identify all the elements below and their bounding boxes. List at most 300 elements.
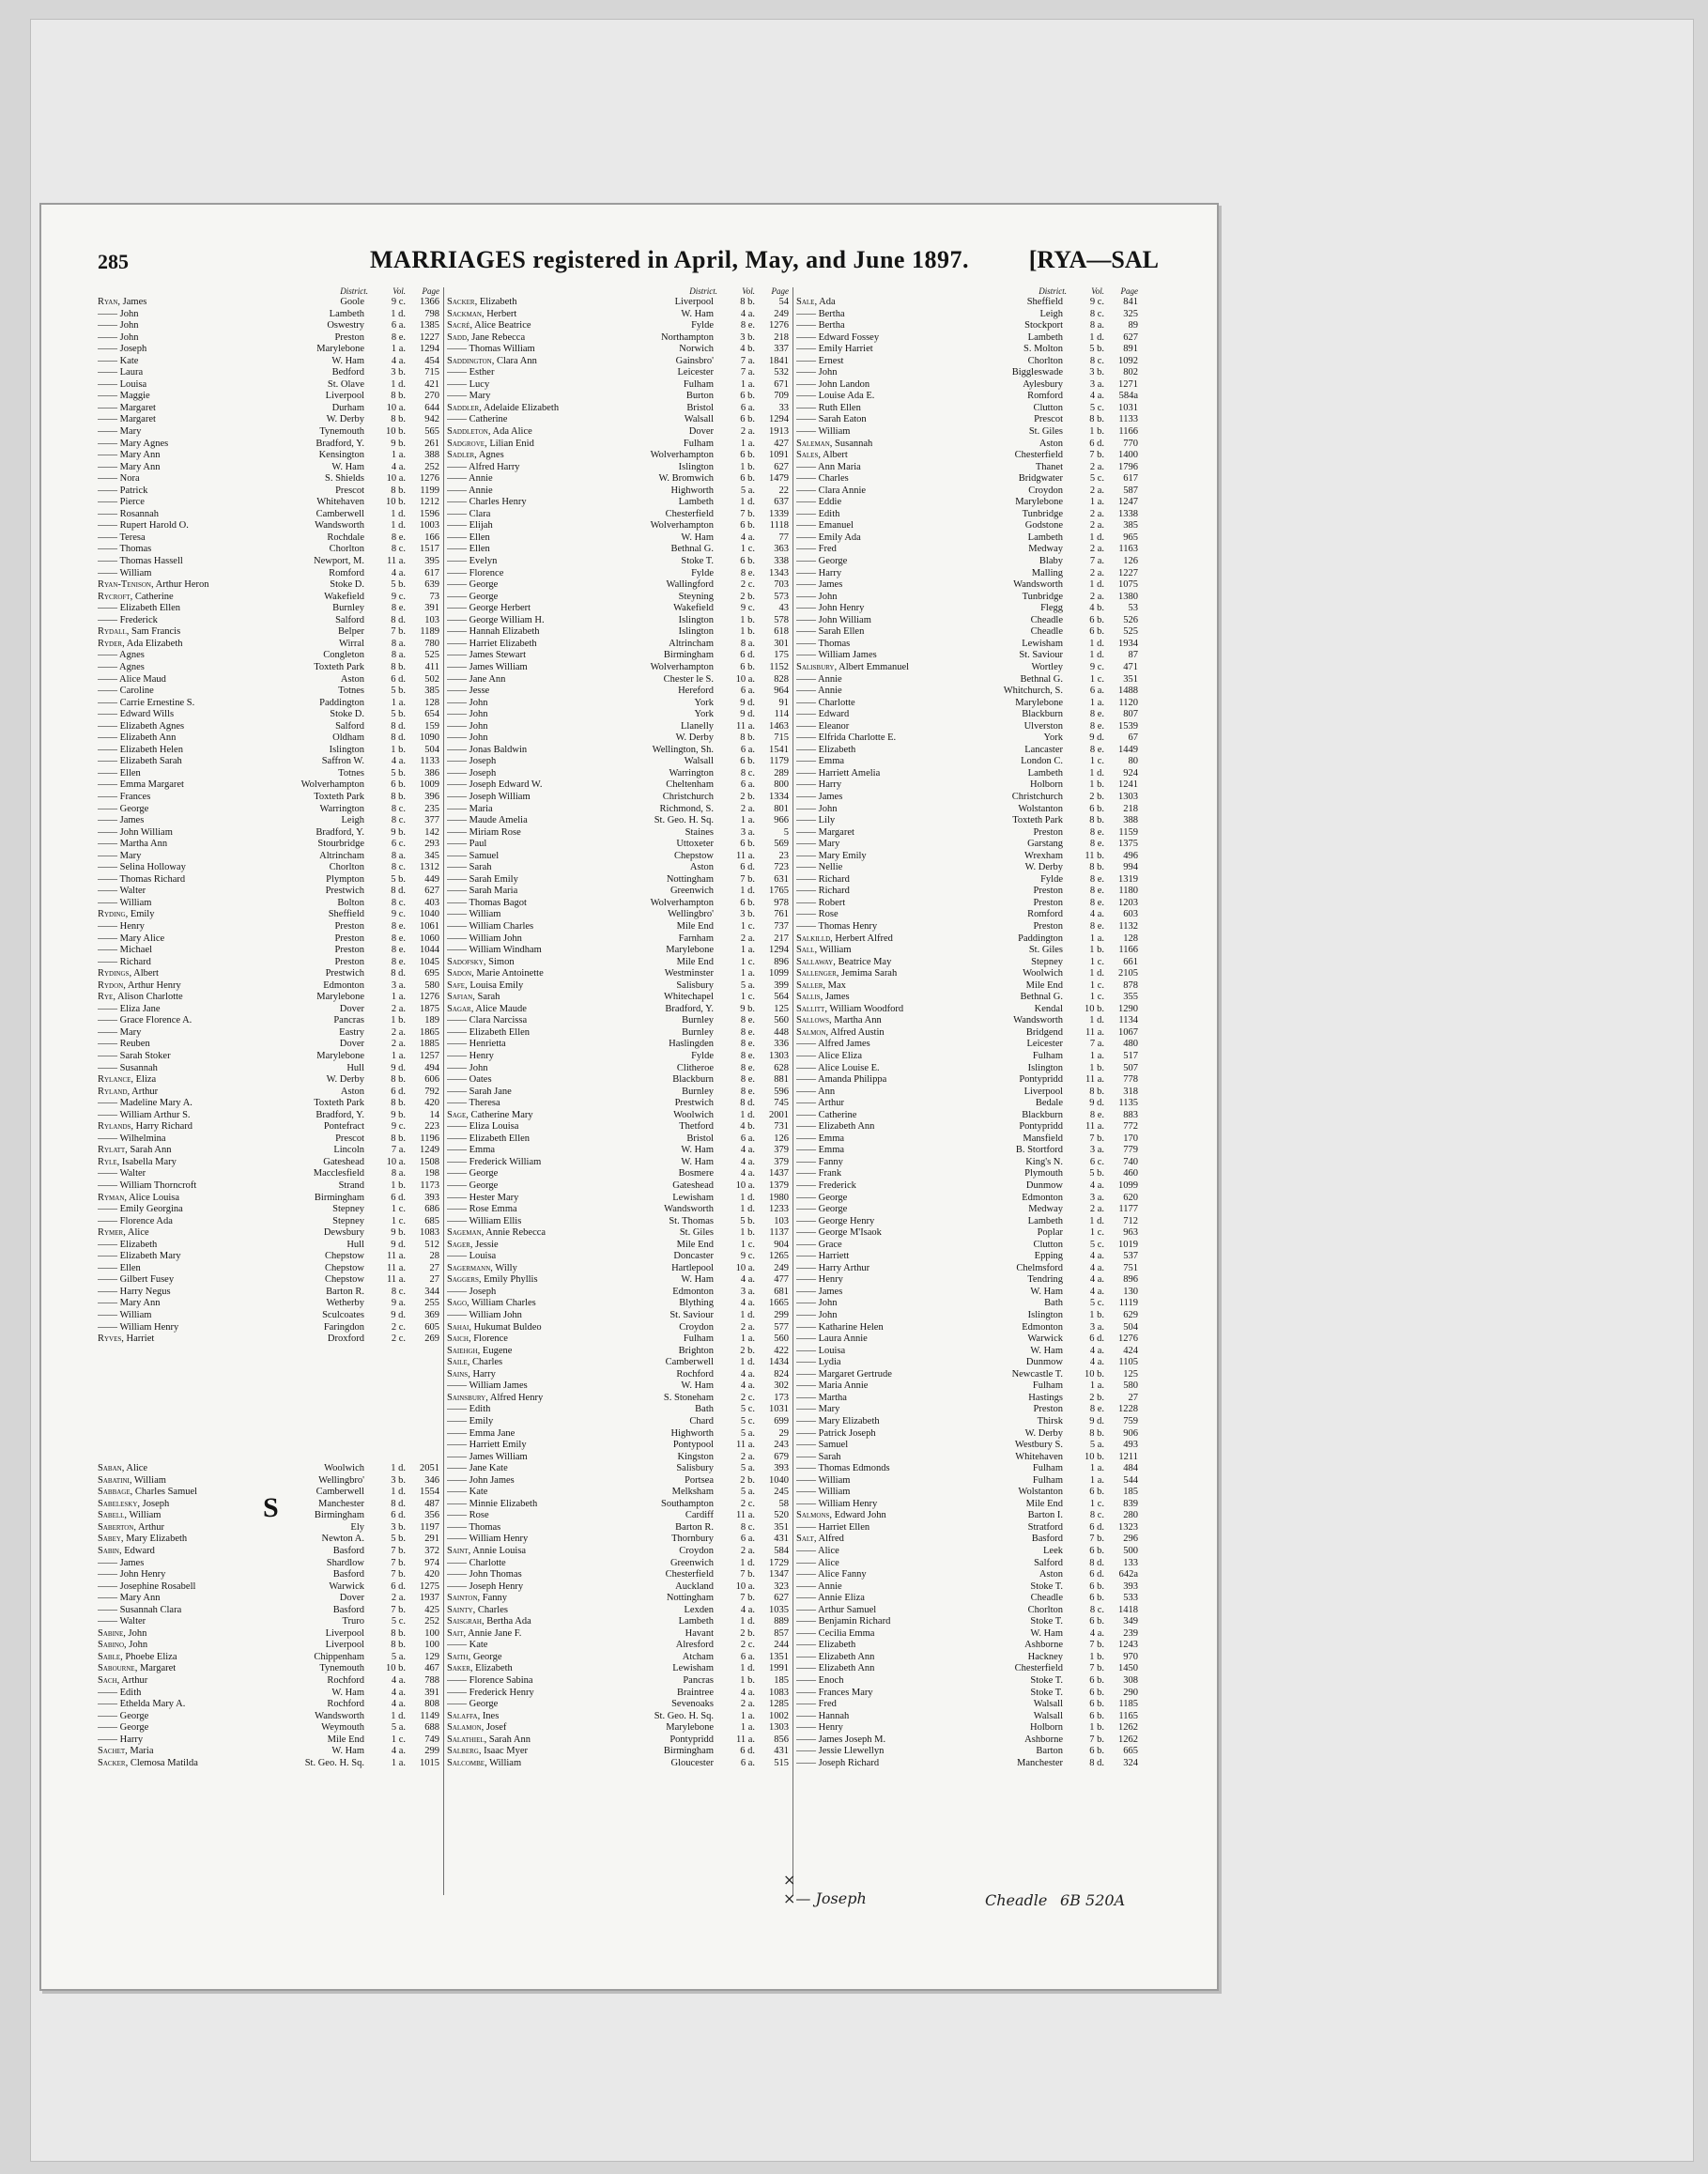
entry-district: Biggleswade [1011,367,1063,378]
entry-district: Dewsbury [323,1227,364,1239]
entry-district: Tunbridge [1022,508,1063,519]
entry-district: Basford [332,1569,364,1580]
entry-name [796,698,962,710]
index-entry [98,414,439,426]
entry-surname: Sallitt [796,1003,825,1014]
entry-name [796,1063,962,1075]
entry-district: York [1043,732,1063,744]
index-entry [98,1157,439,1169]
handwritten-name: ×— Joseph [783,1889,867,1907]
entry-page: 421 [424,378,439,390]
entry-district: Marylebone [666,1722,714,1734]
entry-name [447,768,612,780]
entry-volume: 3 b. [740,909,755,920]
entry-name [796,1157,962,1169]
entry-name [796,450,962,462]
entry-volume: 9 c. [391,591,406,602]
entry-volume: 1 d. [740,886,755,897]
entry-name [98,745,263,757]
entry-forenames: Catherine [818,1109,857,1120]
entry-page: 1338 [1118,508,1138,519]
entry-forenames: John Thomas [469,1569,522,1580]
entry-name [447,898,612,910]
entry-page: 1060 [420,933,439,944]
entry-district: Chorlton [329,544,364,555]
entry-volume: 8 e. [1089,1404,1104,1415]
entry-name [447,1735,612,1747]
entry-forenames: Nellie [818,862,843,873]
handwritten-ref: 6B 520A [1060,1891,1126,1909]
entry-page: 239 [1123,1627,1138,1639]
index-entry [447,1534,789,1546]
entry-forenames: George [119,803,149,814]
entry-page: 344 [424,1286,439,1297]
entry-name [98,1039,263,1051]
index-entry [447,1027,789,1040]
entry-volume: 8 b. [1089,1427,1104,1439]
index-entry [796,1616,1138,1628]
entry-district: Westbury S. [1014,1440,1063,1451]
entry-volume: 9 c. [740,603,755,614]
entry-forenames: George [119,1710,149,1721]
entry-page: 1035 [769,1604,789,1615]
handwritten-district: Cheadle [985,1891,1048,1909]
index-entry [98,450,439,462]
entry-name [796,520,962,532]
entry-forenames: William [119,567,152,578]
entry-page: 87 [1128,650,1138,661]
entry-page: 403 [424,897,439,908]
entry-district: St. Giles [1028,945,1063,956]
entry-district: Pontypridd [1019,1121,1063,1133]
entry-page: 620 [1123,1192,1138,1203]
entry-district: Sevenoaks [671,1699,714,1710]
index-entry [796,344,1138,356]
index-entry [796,1240,1138,1252]
entry-district: Poplar [1037,1227,1063,1239]
entry-surname: Saile [447,1357,468,1368]
entry-volume: 3 b. [391,367,406,378]
index-entry [796,768,1138,780]
entry-district: Wolverhampton [650,661,714,672]
entry-page: 185 [774,1674,789,1686]
entry-name [98,815,263,827]
index-entry [98,1087,439,1099]
entry-forenames: Samuel [469,850,500,861]
index-entry [98,662,439,674]
entry-name [447,862,612,874]
entry-district: Marylebone [316,344,364,355]
entry-forenames: Mary Emily [818,850,867,861]
index-entry [796,414,1138,426]
index-entry [447,497,789,509]
entry-forenames: Hannah [818,1710,850,1721]
entry-district: Lambeth [1027,532,1063,543]
entry-name [447,1746,612,1758]
entry-page: 2051 [420,1463,439,1474]
entry-name [447,1204,612,1216]
entry-page: 807 [1123,709,1138,720]
entry-forenames: Annie [818,686,842,697]
entry-page: 661 [1123,956,1138,967]
entry-forenames: John [119,331,139,343]
entry-page: 1227 [1118,567,1138,578]
entry-district: Lambeth [1027,767,1063,779]
entry-district: Basford [332,1545,364,1556]
entry-volume: 1 b. [740,614,755,625]
entry-volume: 9 c. [1089,661,1104,672]
entry-volume: 6 b. [1089,1699,1104,1710]
entry-volume: 9 d. [1089,1098,1104,1109]
entry-page: 1875 [420,1003,439,1014]
entry-name [447,615,612,627]
entry-forenames: , William Charles [467,1298,536,1309]
entry-district: Malling [1031,567,1063,578]
entry-forenames: Thomas Edmonds [818,1463,890,1474]
index-entry [796,603,1138,615]
entry-forenames: Charlotte [469,1557,506,1568]
entry-page: 14 [429,1109,439,1120]
entry-page: 487 [424,1498,439,1509]
entry-district: Preston [1033,920,1063,932]
entry-name [796,1274,962,1287]
entry-volume: 6 a. [740,686,755,697]
entry-forenames: Annie [469,485,493,496]
entry-district: Islington [329,744,364,755]
index-entry [98,556,439,568]
entry-volume: 1 d. [1089,579,1104,591]
index-entry [796,544,1138,556]
entry-surname: Sallows [796,1015,830,1026]
entry-volume: 1 c. [740,544,755,555]
entry-page: 391 [424,1687,439,1698]
entry-volume: 4 a. [391,1687,406,1698]
entry-forenames: Thomas [469,1521,501,1533]
index-entry [98,1546,439,1558]
entry-name [796,1475,962,1488]
entry-district: Pontefract [323,1121,364,1133]
entry-forenames: Arthur [818,1098,845,1109]
entry-name [98,568,263,580]
entry-page: 1177 [1118,1204,1138,1215]
entry-district: Fulham [1032,1051,1063,1061]
entry-page: 103 [424,614,439,625]
entry-district: Walsall [684,414,714,425]
entry-volume: 6 d. [391,673,406,685]
entry-district: Warrington [319,803,364,814]
entry-page: 299 [424,1746,439,1757]
entry-district: Liverpool [325,1640,364,1651]
entry-name [98,509,263,521]
entry-volume: 1 a. [1089,497,1104,508]
entry-district: Fylde [691,320,714,331]
entry-page: 802 [1123,367,1138,378]
entry-volume: 1 b. [1089,1310,1104,1321]
entry-volume: 9 d. [391,1310,406,1321]
index-entry [796,1416,1138,1428]
entry-surname: Ryan [98,297,118,307]
entry-page: 889 [774,1616,789,1627]
entry-forenames: John [818,1298,838,1309]
spacer-row [98,1416,439,1428]
index-entry [447,356,789,368]
entry-page: 1312 [420,862,439,873]
entry-name [447,426,612,439]
index-entry [447,650,789,662]
entry-forenames: Harry Negus [119,1286,171,1297]
entry-district: Stoke T. [681,556,714,567]
entry-district: Blything [679,1298,714,1309]
entry-name [447,1004,612,1016]
entry-forenames: Eliza Jane [119,1003,161,1014]
entry-surname: Sagermann [447,1262,491,1273]
entry-page: 100 [424,1627,439,1639]
entry-page: 1159 [1118,826,1138,838]
entry-page: 525 [1123,626,1138,638]
entry-forenames: Harriet Elizabeth [469,638,537,649]
entry-district: Bedford [331,367,364,378]
index-entry [447,1546,789,1558]
index-entry [447,1322,789,1334]
entry-volume: 1 b. [1089,1651,1104,1662]
entry-forenames: Mary [818,1404,840,1415]
entry-forenames: Emma [818,1145,845,1156]
index-entry [447,1298,789,1310]
entry-name [447,592,612,604]
entry-forenames: Wilhelmina [119,1133,166,1144]
entry-name [447,1087,612,1099]
entry-district: Pontypridd [1019,1074,1063,1086]
entry-forenames: , Alfred Austin [825,1026,885,1038]
entry-volume: 5 b. [391,873,406,885]
entry-name [447,804,612,816]
index-entry [98,1699,439,1711]
entry-page: 1075 [1118,579,1138,591]
index-entry [447,1558,789,1570]
index-entry [447,568,789,580]
index-entry [447,297,789,309]
entry-page: 978 [774,897,789,908]
entry-volume: 11 a. [735,1510,755,1521]
entry-district: S. Stoneham [663,1392,714,1403]
entry-name [447,603,612,615]
entry-forenames: Joseph [469,756,497,767]
entry-volume: 8 b. [1089,815,1104,826]
entry-forenames: , Emily [125,909,155,920]
header-page: Page [1120,286,1138,296]
entry-forenames: , Maria [125,1746,154,1757]
entry-district: Leigh [341,815,364,826]
entry-volume: 3 b. [391,1474,406,1486]
entry-name [447,1180,612,1193]
entry-name [796,1027,962,1040]
entry-surname: Safian [447,992,473,1003]
entry-surname: Salberg [447,1746,479,1757]
entry-surname: Sale [796,297,815,307]
entry-district: Staines [685,826,714,838]
entry-volume: 5 b. [1089,344,1104,355]
entry-forenames: Jesse [469,686,490,697]
entry-page: 1040 [769,1474,789,1486]
entry-volume: 2 a. [740,1699,755,1710]
entry-page: 89 [1128,320,1138,331]
entry-surname: Sallenger [796,968,837,979]
entry-district: Westminster [664,968,714,979]
entry-page: 1271 [1118,378,1138,390]
entry-volume: 7 b. [391,1545,406,1556]
entry-page: 185 [1123,1487,1138,1498]
entry-forenames: Henry [818,1722,843,1734]
entry-surname: Rydall [98,626,127,638]
entry-page: 1203 [1118,897,1138,908]
entry-forenames: Ellen [469,544,490,555]
entry-name [796,968,962,980]
index-entry [98,1746,439,1758]
index-entry [447,1463,789,1475]
entry-district: Bolton [337,897,364,908]
entry-district: Preston [1033,886,1063,897]
entry-forenames: Margaret [119,414,156,425]
entry-volume: 1 c. [740,956,755,967]
entry-name [796,509,962,521]
entry-volume: 4 a. [740,1380,755,1392]
entry-district: W. Ham [1030,1627,1063,1639]
entry-name [796,1428,962,1441]
entry-page: 377 [424,815,439,826]
entry-district: Chesterfield [1014,1663,1063,1674]
entry-forenames: George [818,1204,848,1215]
entry-volume: 8 c. [740,767,755,779]
entry-name [447,486,612,498]
entry-name [98,473,263,486]
entry-forenames: William [818,426,851,438]
entry-district: Romford [1027,391,1063,402]
entry-page: 346 [424,1474,439,1486]
entry-district: Fulham [683,1334,714,1345]
entry-page: 477 [774,1274,789,1286]
entry-forenames: Ellen [119,767,141,779]
entry-forenames: Mary [119,850,142,861]
index-entry [447,462,789,474]
entry-forenames: Margaret [818,826,854,838]
entry-volume: 4 a. [1089,1251,1104,1262]
entry-name [447,297,612,309]
entry-page: 883 [1123,1109,1138,1120]
entry-volume: 8 d. [391,720,406,732]
entry-forenames: James [119,1557,145,1568]
entry-name [447,1380,612,1393]
entry-forenames: Edward Wills [119,709,175,720]
entry-volume: 8 c. [391,815,406,826]
entry-page: 80 [1128,756,1138,767]
entry-page: 395 [424,556,439,567]
entry-page: 1418 [1118,1604,1138,1615]
entry-forenames: Richard [818,886,850,897]
entry-page: 731 [774,1121,789,1133]
entry-name [447,1298,612,1310]
entry-name [98,297,263,309]
entry-name [796,367,962,379]
entry-forenames: William Thorncroft [119,1180,197,1192]
entry-page: 878 [1123,979,1138,991]
entry-volume: 1 d. [1089,650,1104,661]
entry-name [98,391,263,403]
entry-forenames: Florence Ada [119,1215,173,1226]
entry-page: 788 [424,1674,439,1686]
index-entry [447,745,789,757]
entry-forenames: Edward [818,709,850,720]
entry-page: 712 [1123,1215,1138,1226]
entry-name [796,1581,962,1594]
entry-forenames: Joseph [469,1286,497,1297]
entry-name [98,1758,263,1770]
entry-volume: 3 a. [1089,1145,1104,1156]
entry-volume: 11 a. [1085,1074,1104,1086]
entry-surname: Salathiel [447,1734,485,1745]
index-entry [447,1051,789,1063]
entry-forenames: Walter [119,886,146,897]
entry-district: Highworth [670,485,714,496]
entry-name [98,768,263,780]
entry-forenames: Charles [818,473,849,485]
entry-forenames: Henrietta [469,1039,506,1050]
entry-name [447,1027,612,1040]
entry-page: 270 [424,391,439,402]
entry-volume: 8 c. [391,897,406,908]
entry-volume: 8 e. [1089,826,1104,838]
entry-page: 1385 [420,320,439,331]
spacer-row [98,1404,439,1416]
index-entry [98,1004,439,1016]
index-entry [98,626,439,639]
entry-page: 1729 [769,1557,789,1568]
entry-forenames: Rose Emma [469,1204,517,1215]
entry-district: Pancras [683,1674,714,1686]
entry-forenames: Ellen [469,532,490,543]
entry-name [796,886,962,898]
entry-district: Truro [342,1616,364,1627]
entry-volume: 1 d. [1089,638,1104,649]
entry-volume: 5 a. [740,1487,755,1498]
entry-name [796,933,962,946]
entry-forenames: Lucy [469,378,490,390]
index-entry [447,509,789,521]
entry-page: 1243 [1118,1640,1138,1651]
entry-name [796,839,962,851]
entry-volume: 7 b. [740,1593,755,1604]
index-entry [796,1440,1138,1452]
entry-surname: Sabin [98,1545,119,1556]
entry-district: Sheffield [328,909,364,920]
entry-page: 792 [424,1086,439,1097]
entry-district: Macclesfield [313,1168,364,1180]
entry-volume: 10 a. [386,473,406,485]
entry-volume: 5 a. [740,979,755,991]
entry-district: Kendal [1034,1003,1063,1014]
entry-forenames: Lydia [818,1357,841,1368]
entry-name [98,1263,263,1275]
entry-forenames: Josephine Rosabell [119,1580,196,1592]
index-entry [447,1699,789,1711]
index-entry [447,1227,789,1240]
entry-district: W. Ham [681,1380,714,1392]
entry-page: 627 [774,1593,789,1604]
index-entry [796,1569,1138,1581]
index-entry [796,1404,1138,1416]
entry-page: 130 [1123,1286,1138,1297]
entry-forenames: , William Woodford [824,1003,904,1014]
entry-name [447,745,612,757]
